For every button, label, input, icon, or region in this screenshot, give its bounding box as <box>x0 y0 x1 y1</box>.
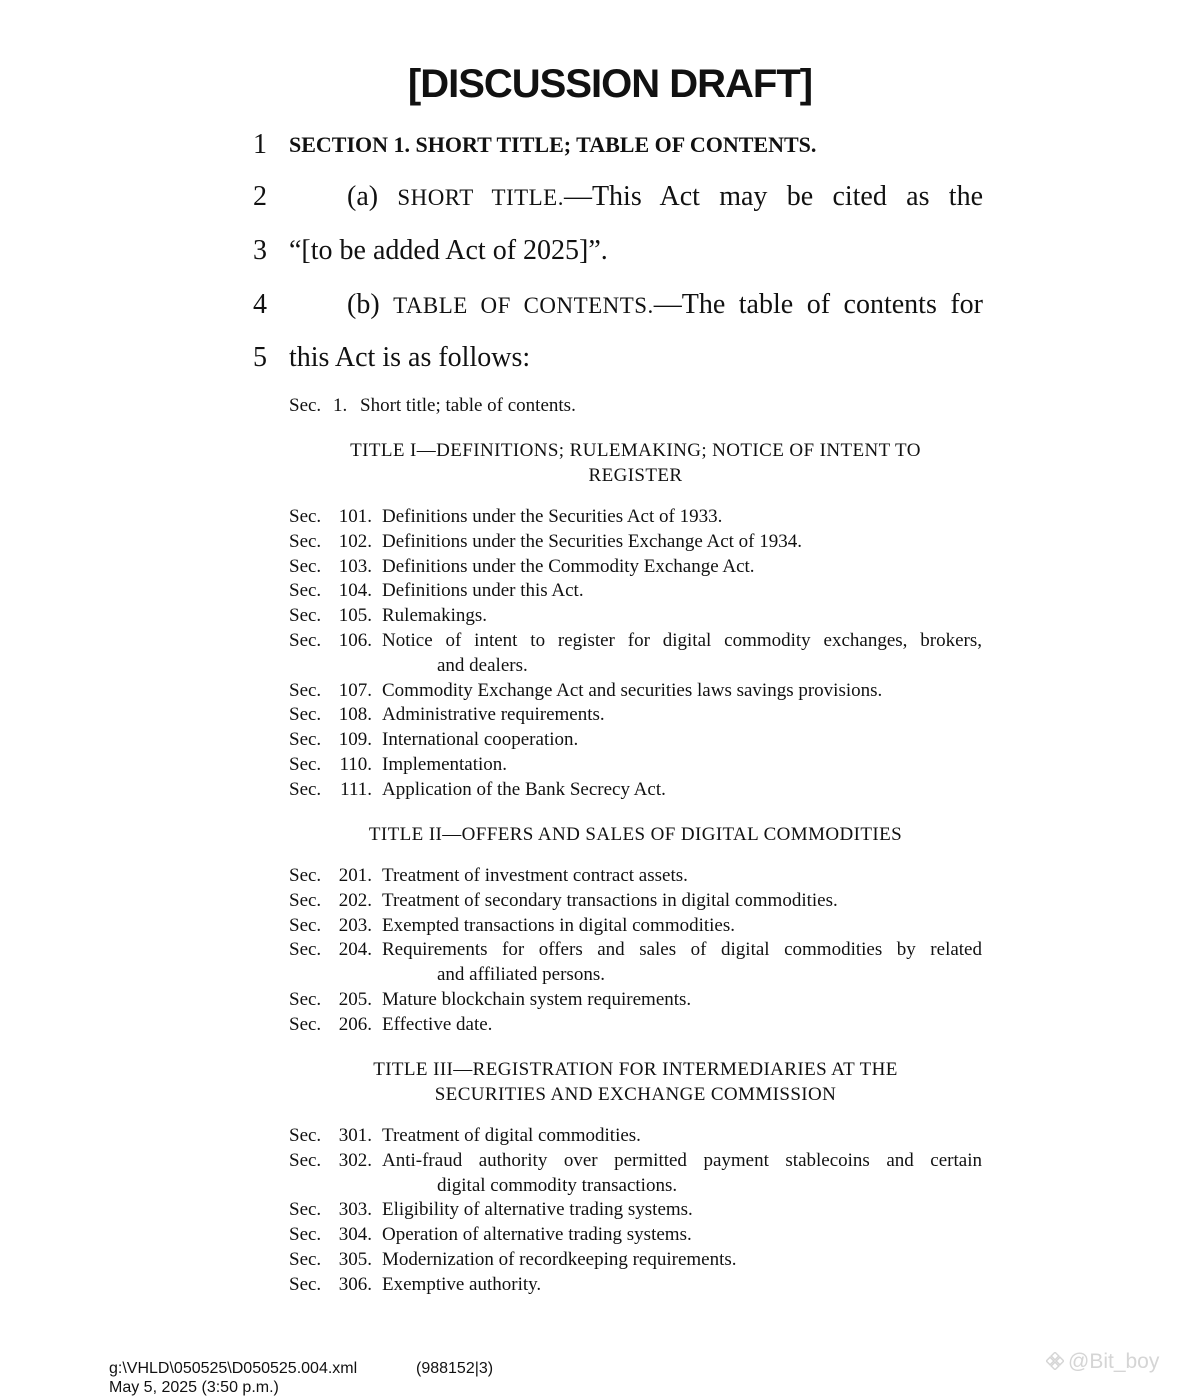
toc-sec-text-line: Exemptive authority. <box>382 1273 542 1295</box>
toc-sec-number: 205. <box>338 988 372 1010</box>
toc-entry <box>289 555 982 580</box>
draft-title: [DISCUSSION DRAFT] <box>407 62 813 106</box>
toc-sec-label: Sec. <box>289 1125 322 1146</box>
toc-sec-number: 107. <box>338 679 372 701</box>
toc-sec-text <box>382 530 982 555</box>
toc-sec-text-line: Treatment of secondary transactions in digital commodities. <box>382 889 838 911</box>
toc-sec-text-line: Administrative requirements. <box>382 704 605 726</box>
act-name-text: “[to be added Act of 2025]”. <box>289 235 608 266</box>
title-heading-3 <box>289 1058 982 1108</box>
toc-sec-text-line: Eligibility of alternative trading systems. <box>382 1199 693 1221</box>
subsection-label: (a) <box>347 181 398 212</box>
toc-sec-text <box>382 604 982 629</box>
toc-sec-text-line: Rulemakings. <box>382 605 488 627</box>
subsection-label: (b) <box>347 289 394 320</box>
watermark-text: @Bit_boy <box>1068 1350 1160 1373</box>
toc-sec-text <box>382 505 982 530</box>
toc-entry <box>289 505 982 530</box>
toc-sec-text-line: Anti-fraud authority over permitted payment stablecoins and certain <box>382 1149 982 1171</box>
toc-sec-number: 101. <box>338 506 372 527</box>
toc-sec-text <box>382 753 982 778</box>
toc-entry <box>289 889 982 914</box>
toc-first-entry <box>289 394 982 419</box>
toc-entry <box>289 604 982 629</box>
title-heading-line: TITLE II—OFFERS AND SALES OF DIGITAL COMMODITIES <box>368 824 903 845</box>
toc-entry <box>289 988 982 1013</box>
toc-sec-text <box>382 1223 982 1248</box>
line-number: 2 <box>253 181 267 212</box>
short-title-paragraph <box>347 179 983 216</box>
bill-line-2 <box>0 179 1200 215</box>
toc-sec-label: Sec. <box>289 555 322 577</box>
toc-sec-text-line: Definitions under the Commodity Exchange Act. <box>382 555 755 577</box>
toc-sec-text-line: Application of the Bank Secrecy Act. <box>382 778 666 800</box>
toc-sec-text <box>382 1248 982 1273</box>
toc-sec-number: 111. <box>340 778 372 800</box>
toc-sec-text-line: International cooperation. <box>382 729 579 751</box>
toc-sec-label: Sec. <box>289 506 322 527</box>
toc-sec-number: 103. <box>338 555 372 577</box>
toc-sec-text <box>382 1273 982 1298</box>
toc-entry <box>289 914 982 939</box>
toc-sec-number: 106. <box>338 629 372 651</box>
toc-sec-text-line: Definitions under the Securities Exchange Act of 1934. <box>382 530 803 552</box>
title-heading-line: REGISTER <box>588 464 683 486</box>
toc-sec-label: Sec. <box>289 865 322 886</box>
toc-sec-text <box>382 778 982 803</box>
toc-sec-text-line: Notice of intent to register for digital commodity exchanges, brokers, <box>382 629 982 651</box>
toc-entry <box>289 629 982 679</box>
toc-entry <box>289 778 982 803</box>
toc-sec-text <box>382 579 982 604</box>
toc-sec-number: 303. <box>338 1199 372 1221</box>
toc-sec-text-line: Implementation. <box>382 753 508 775</box>
toc-entry <box>289 938 982 988</box>
toc-sec-number: 203. <box>338 914 372 936</box>
toc-sec-label: Sec. <box>289 1273 322 1295</box>
toc-sec-text <box>382 938 982 988</box>
toc-sec-number: 110. <box>339 753 372 775</box>
toc-sec-text-continuation: and affiliated persons. <box>437 964 605 986</box>
bill-line-5 <box>0 340 1200 376</box>
toc-sec-text-line: Operation of alternative trading systems. <box>382 1224 692 1246</box>
toc-sec-text <box>382 555 982 580</box>
binance-logo-icon <box>1046 1352 1064 1370</box>
toc-sec-label: Sec. <box>289 629 322 651</box>
toc-sec-text-line: Commodity Exchange Act and securities laws savings provisions. <box>382 679 883 701</box>
toc-entry <box>289 1149 982 1199</box>
line-number: 4 <box>253 289 267 320</box>
toc-sec-number: 301. <box>338 1125 372 1146</box>
file-path: g:\VHLD\050525\D050525.004.xml <box>109 1360 358 1377</box>
toc-sec-text-line: Definitions under the Securities Act of 1933. <box>382 506 723 527</box>
bill-line-4 <box>0 287 1200 323</box>
toc-title-2-list <box>289 864 982 1038</box>
toc-entry <box>289 394 982 419</box>
date-line: May 5, 2025 (3:50 p.m.) <box>109 1379 279 1396</box>
toc-sec-text-line: Definitions under this Act. <box>382 580 584 602</box>
toc-sec-text-line: Effective date. <box>382 1013 493 1035</box>
toc-sec-number: 1. <box>333 395 348 416</box>
toc-sec-text <box>382 1149 982 1199</box>
toc-caption: TABLE OF CONTENTS. <box>393 293 654 318</box>
toc-sec-label: Sec. <box>289 939 322 961</box>
bill-number: (988152|3) <box>416 1360 494 1377</box>
toc-sec-text-line: Treatment of digital commodities. <box>382 1125 641 1146</box>
title-heading-line: TITLE III—REGISTRATION FOR INTERMEDIARIES AT THE <box>373 1059 898 1080</box>
short-title-text: —This Act may be cited as the <box>563 181 983 212</box>
toc-sec-number: 206. <box>338 1013 372 1035</box>
toc-sec-label: Sec. <box>289 580 322 602</box>
toc-sec-number: 302. <box>338 1149 372 1171</box>
toc-entry <box>289 579 982 604</box>
toc-sec-number: 306. <box>338 1273 372 1295</box>
bill-line-1 <box>0 127 1200 163</box>
toc-sec-label: Sec. <box>289 889 322 911</box>
toc-title-1-list <box>289 505 982 803</box>
toc-sec-text-line: Exempted transactions in digital commodities. <box>382 914 736 936</box>
toc-sec-text <box>382 889 982 914</box>
toc-entry <box>289 1273 982 1298</box>
toc-sec-text <box>382 1013 982 1038</box>
toc-sec-text-line: Treatment of investment contract assets. <box>382 865 688 886</box>
toc-sec-label: Sec. <box>289 778 322 800</box>
toc-sec-text <box>382 679 982 704</box>
toc-sec-label: Sec. <box>289 1149 322 1171</box>
toc-sec-text-continuation: and dealers. <box>437 654 528 676</box>
toc-entry <box>289 1013 982 1038</box>
toc-sec-label: Sec. <box>289 1224 322 1246</box>
toc-sec-label: Sec. <box>289 704 322 726</box>
toc-sec-text <box>382 988 982 1013</box>
toc-sec-number: 202. <box>338 889 372 911</box>
toc-entry <box>289 679 982 704</box>
toc-sec-number: 304. <box>338 1224 372 1246</box>
watermark <box>1046 1350 1159 1374</box>
toc-sec-text <box>382 703 982 728</box>
toc-sec-label: Sec. <box>289 605 322 627</box>
toc-sec-label: Sec. <box>289 679 322 701</box>
toc-sec-label: Sec. <box>289 914 322 936</box>
toc-sec-label: Sec. <box>289 395 322 416</box>
toc-entry <box>289 530 982 555</box>
toc-sec-text <box>382 1198 982 1223</box>
toc-sec-text <box>382 728 982 753</box>
toc-intro-text: —The table of contents for <box>653 289 984 320</box>
toc-sec-label: Sec. <box>289 1199 322 1221</box>
short-title-caption: SHORT TITLE. <box>397 185 564 210</box>
toc-sec-label: Sec. <box>289 1013 322 1035</box>
toc-entry <box>289 864 982 889</box>
toc-entry <box>289 1248 982 1273</box>
toc-entry <box>289 1198 982 1223</box>
toc-sec-label: Sec. <box>289 1248 322 1270</box>
toc-sec-number: 104. <box>338 580 372 602</box>
toc-sec-text <box>382 914 982 939</box>
toc-sec-number: 109. <box>338 729 372 751</box>
toc-sec-text <box>382 629 982 679</box>
section-heading: SECTION 1. SHORT TITLE; TABLE OF CONTENTS. <box>289 132 817 157</box>
toc-sec-label: Sec. <box>289 753 322 775</box>
toc-sec-text-line: Requirements for offers and sales of digital commodities by related <box>382 939 982 961</box>
toc-entry <box>289 703 982 728</box>
toc-sec-number: 108. <box>338 704 372 726</box>
toc-sec-number: 201. <box>338 865 372 886</box>
toc-sec-label: Sec. <box>289 729 322 751</box>
title-heading-1 <box>289 439 982 489</box>
toc-title-3-list <box>289 1124 982 1298</box>
toc-sec-number: 204. <box>338 939 372 961</box>
title-heading-2 <box>289 823 982 848</box>
toc-entry <box>289 753 982 778</box>
toc-entry <box>289 1124 982 1149</box>
toc-sec-text <box>360 394 982 419</box>
toc-sec-text <box>382 1124 982 1149</box>
toc-sec-text-line: Short title; table of contents. <box>360 395 576 416</box>
toc-sec-text-continuation: digital commodity transactions. <box>437 1174 678 1196</box>
title-heading-line: TITLE I—DEFINITIONS; RULEMAKING; NOTICE OF INTENT TO <box>350 440 921 461</box>
toc-entry <box>289 1223 982 1248</box>
toc-sec-number: 105. <box>338 605 372 627</box>
toc-sec-label: Sec. <box>289 988 322 1010</box>
toc-sec-label: Sec. <box>289 530 322 552</box>
toc-sec-number: 305. <box>338 1248 372 1270</box>
toc-sec-text <box>382 864 982 889</box>
toc-entry <box>289 728 982 753</box>
toc-intro-continuation: this Act is as follows: <box>289 342 531 373</box>
line-number: 5 <box>253 342 267 373</box>
line-number: 3 <box>253 235 267 266</box>
toc-sec-number: 102. <box>338 530 372 552</box>
title-heading-line: SECURITIES AND EXCHANGE COMMISSION <box>434 1083 837 1105</box>
toc-sec-text-line: Modernization of recordkeeping requirements. <box>382 1248 737 1270</box>
toc-intro-paragraph <box>347 287 983 324</box>
bill-line-3 <box>0 233 1200 269</box>
toc-sec-text-line: Mature blockchain system requirements. <box>382 988 692 1010</box>
line-number: 1 <box>253 129 267 160</box>
